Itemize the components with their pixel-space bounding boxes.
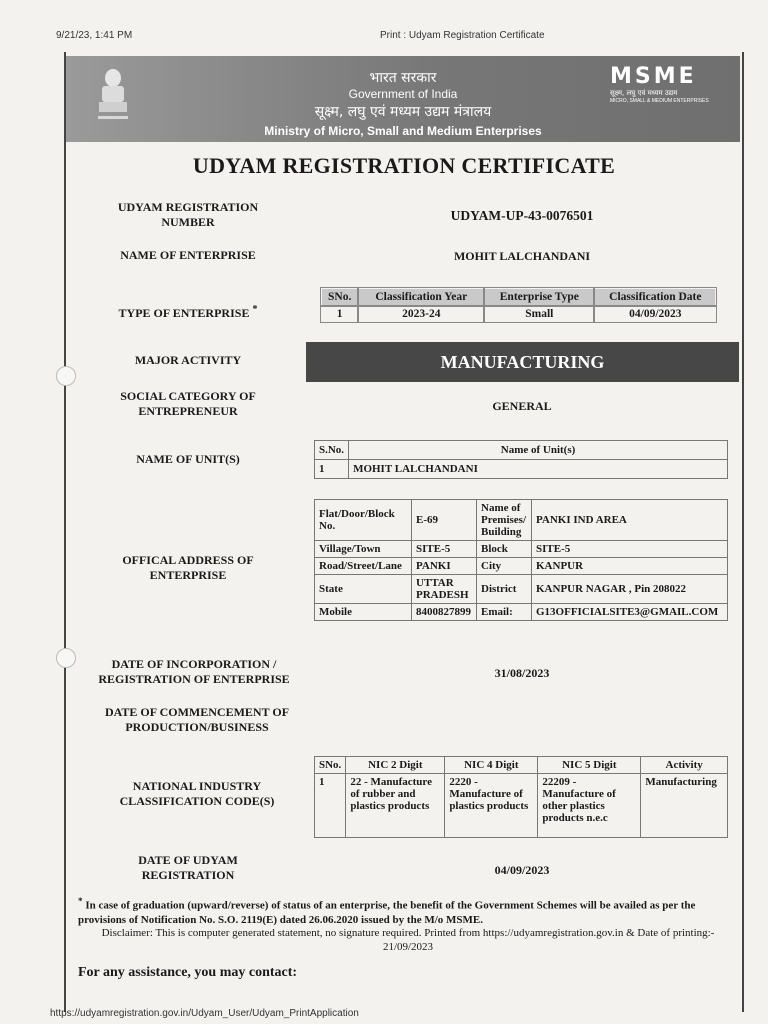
table-cell: 1 [315,774,346,838]
address-key: Mobile [315,604,412,621]
reg-number-label: UDYAM REGISTRATION NUMBER [117,200,259,229]
type-asterisk: * [252,304,258,315]
table-cell: Manufacturing [641,774,728,838]
major-activity-value: MANUFACTURING [306,342,739,382]
enterprise-name-value: MOHIT LALCHANDANI [453,249,591,263]
type-label-text: TYPE OF ENTERPRISE [118,306,250,320]
incorporation-date-value: 31/08/2023 [494,666,550,680]
banner-hindi-ministry: सूक्ष्म, लघु एवं मध्यम उद्यम मंत्रालय [314,104,492,120]
table-header-row [315,441,728,460]
udyam-date-value: 04/09/2023 [494,863,550,877]
units-label: NAME OF UNIT(S) [136,452,240,466]
nic-label: NATIONAL INDUSTRY CLASSIFICATION CODE(S) [119,779,275,808]
address-value: G13OFFICIALSITE3@GMAIL.COM [532,604,728,621]
table-row [315,774,728,838]
commencement-label: DATE OF COMMENCEMENT OF PRODUCTION/BUSINESS [104,705,290,734]
address-table [314,499,728,621]
address-key: City [477,558,532,575]
table-header: SNo. [315,757,346,774]
table-row [315,541,728,558]
footnote [78,894,738,927]
table-cell: 1 [315,460,349,479]
table-cell: 22 - Manufacture of rubber and plastics products [346,774,445,838]
table-row [315,500,728,541]
msme-logo-sub: MICRO, SMALL & MEDIUM ENTERPRISES [610,98,709,104]
table-header: Activity [641,757,728,774]
address-key: State [315,575,412,604]
address-value: 8400827899 [412,604,477,621]
address-value: SITE-5 [412,541,477,558]
type-label [100,302,276,321]
msme-logo-hindi: सूक्ष्म, लघु एवं मध्यम उद्यम [610,89,678,97]
banner-hindi-govt: भारत सरकार [369,70,437,86]
table-header: Enterprise Type [484,288,594,306]
address-value: PANKI [412,558,477,575]
assistance-heading: For any assistance, you may contact: [78,965,298,980]
table-cell: 2220 - Manufacture of plastics products [445,774,538,838]
table-cell: 22209 - Manufacture of other plastics products n.e.c [538,774,641,838]
table-header-row [321,288,716,306]
table-row [315,460,728,479]
punch-hole [56,648,76,668]
punch-hole [56,366,76,386]
table-row [315,575,728,604]
address-key: Block [477,541,532,558]
table-header: SNo. [321,288,358,306]
table-header: NIC 5 Digit [538,757,641,774]
table-row [321,306,716,322]
enterprise-name-label: NAME OF ENTERPRISE [120,248,256,262]
table-row [315,558,728,575]
major-activity-label: MAJOR ACTIVITY [134,353,242,367]
table-cell: 2023-24 [358,306,484,322]
print-title: Print : Udyam Registration Certificate [380,30,545,41]
enterprise-type-table [320,287,717,323]
table-header: Classification Year [358,288,484,306]
address-value: UTTAR PRADESH [412,575,477,604]
address-value: SITE-5 [532,541,728,558]
address-key: Flat/Door/Block No. [315,500,412,541]
reg-number-value: UDYAM-UP-43-0076501 [450,208,594,223]
table-header: Classification Date [594,288,716,306]
table-header: Name of Unit(s) [349,441,728,460]
address-key: Village/Town [315,541,412,558]
table-row [315,604,728,621]
print-datetime: 9/21/23, 1:41 PM [56,30,133,41]
banner-govt: Government of India [348,87,458,101]
address-value: E-69 [412,500,477,541]
disclaimer: Disclaimer: This is computer generated statement, no signature required. Printed from https://udyamregistration.gov.in & Date of printing:- 21/09/2023 [101,927,715,953]
footnote-text: In case of graduation (upward/reverse) of status of an enterprise, the benefit of the Government Schemes will be availed as per the provisions of Notification No. S.O. 2119(E) dated 26.06.2020 issued by the M/o MSME. [78,899,696,926]
government-banner [66,56,740,142]
footnote-asterisk: * [78,896,83,906]
footer-url: https://udyamregistration.gov.in/Udyam_User/Udyam_PrintApplication [50,1008,359,1019]
banner-ministry: Ministry of Micro, Small and Medium Enterprises [264,124,542,138]
units-table [314,440,728,479]
address-key: Name of Premises/ Building [477,500,532,541]
address-value: KANPUR [532,558,728,575]
table-header: NIC 2 Digit [346,757,445,774]
address-key: Email: [477,604,532,621]
msme-logo [610,64,714,104]
nic-table [314,756,728,838]
address-key: District [477,575,532,604]
table-header: NIC 4 Digit [445,757,538,774]
social-category-value: GENERAL [492,399,552,413]
table-cell: 04/09/2023 [594,306,716,322]
social-category-label: SOCIAL CATEGORY OF ENTREPRENEUR [120,389,256,418]
certificate-title: UDYAM REGISTRATION CERTIFICATE [192,153,616,178]
address-value: PANKI IND AREA [532,500,728,541]
table-header: S.No. [315,441,349,460]
address-label: OFFICAL ADDRESS OF ENTERPRISE [122,553,254,582]
address-key: Road/Street/Lane [315,558,412,575]
table-cell: MOHIT LALCHANDANI [349,460,728,479]
table-header-row [315,757,728,774]
incorporation-label: DATE OF INCORPORATION / REGISTRATION OF ENTERPRISE [98,657,290,686]
address-value: KANPUR NAGAR , Pin 208022 [532,575,728,604]
table-cell: 1 [321,306,358,322]
msme-logo-text: MSME [610,64,697,89]
udyam-date-label: DATE OF UDYAM REGISTRATION [138,853,238,882]
table-cell: Small [484,306,594,322]
